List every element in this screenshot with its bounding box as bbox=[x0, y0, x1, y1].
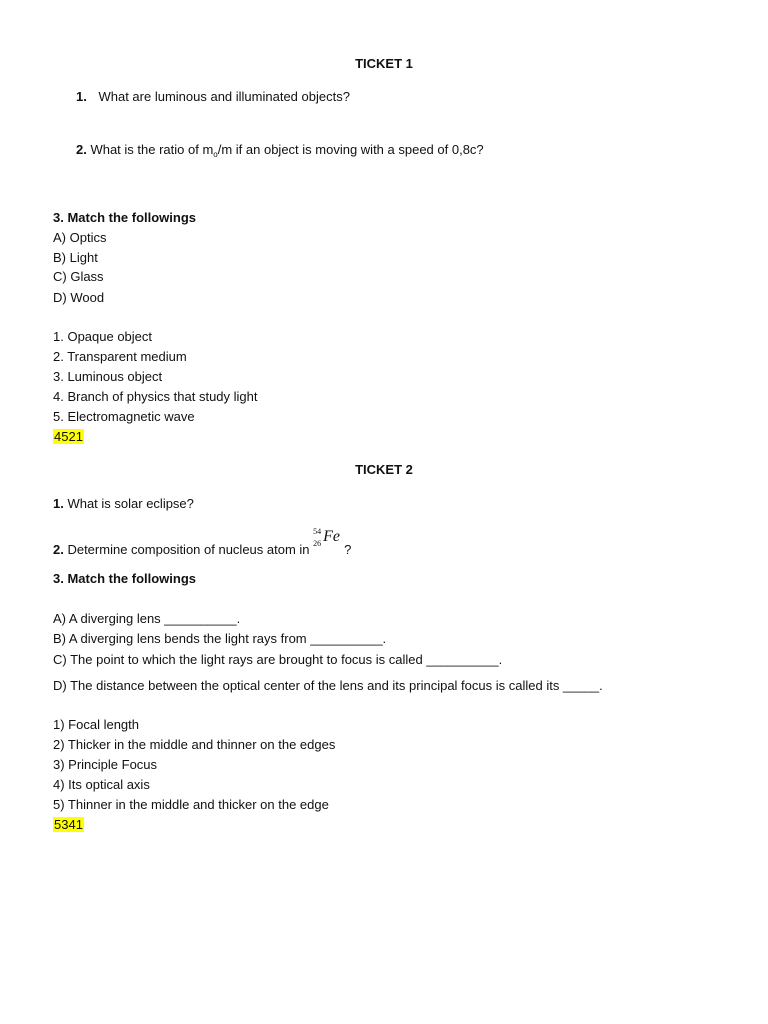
ticket-2-answer-key bbox=[53, 817, 84, 833]
subscript-o: o bbox=[213, 150, 218, 159]
ticket-1-answer-4: 4. Branch of physics that study light bbox=[53, 389, 258, 404]
ticket-2-answer-5: 5) Thinner in the middle and thicker on the edge bbox=[53, 797, 329, 812]
iron-isotope-notation bbox=[313, 527, 347, 554]
atomic-number: 26 bbox=[313, 539, 322, 548]
question-text: What is the ratio of m bbox=[86, 142, 214, 157]
ticket-2-answer-4: 4) Its optical axis bbox=[53, 777, 150, 792]
ticket-1-title: TICKET 1 bbox=[355, 56, 413, 71]
ticket-2-answer-3: 3) Principle Focus bbox=[53, 757, 158, 772]
ticket-1-option-a: A) Optics bbox=[53, 230, 107, 245]
ticket-2-option-b: B) A diverging lens bends the light rays from __________. bbox=[53, 631, 387, 646]
ticket-1-answer-3: 3. Luminous object bbox=[53, 369, 163, 384]
ticket-1-answer-5: 5. Electromagnetic wave bbox=[53, 409, 195, 424]
question-text: Determine composition of nucleus atom in bbox=[63, 542, 314, 557]
question-number: 2. bbox=[76, 142, 87, 157]
ticket-2-question-1 bbox=[53, 496, 194, 512]
ticket-1-answer-2: 2. Transparent medium bbox=[53, 349, 187, 364]
ticket-2-option-d: D) The distance between the optical center of the lens and its principal focus is called its _____. bbox=[53, 678, 603, 693]
element-symbol: Fe bbox=[323, 528, 341, 545]
ticket-2-title: TICKET 2 bbox=[355, 462, 413, 477]
answer-key-highlight: 4521 bbox=[54, 429, 83, 444]
question-number: 1. bbox=[53, 496, 64, 511]
ticket-2-answer-2: 2) Thicker in the middle and thinner on the edges bbox=[53, 737, 336, 752]
question-number: 1. bbox=[76, 89, 87, 104]
question-text: What are luminous and illuminated objects? bbox=[98, 89, 350, 104]
ticket-2-question-3-heading: 3. Match the followings bbox=[53, 571, 197, 586]
question-number: 2. bbox=[53, 542, 64, 557]
question-mark: ? bbox=[344, 542, 352, 557]
ticket-1-answer-key bbox=[53, 429, 84, 445]
answer-key-highlight: 5341 bbox=[54, 817, 83, 832]
ticket-2-question-2 bbox=[53, 527, 352, 558]
ticket-2-option-c: C) The point to which the light rays are brought to focus is called __________. bbox=[53, 652, 503, 667]
ticket-1-question-1 bbox=[76, 89, 350, 105]
question-text-end: /m if an object is moving with a speed of 0,8c? bbox=[217, 142, 484, 157]
ticket-1-question-3-heading: 3. Match the followings bbox=[53, 210, 197, 225]
ticket-2-option-a: A) A diverging lens __________. bbox=[53, 611, 241, 626]
ticket-1-option-d: D) Wood bbox=[53, 290, 105, 305]
ticket-1-option-b: B) Light bbox=[53, 250, 98, 265]
question-text: What is solar eclipse? bbox=[63, 496, 194, 511]
ticket-1-question-2 bbox=[76, 142, 484, 163]
ticket-1-option-c: C) Glass bbox=[53, 269, 104, 284]
mass-number: 54 bbox=[313, 527, 322, 536]
ticket-1-answer-1: 1. Opaque object bbox=[53, 329, 153, 344]
ticket-2-answer-1: 1) Focal length bbox=[53, 717, 139, 732]
